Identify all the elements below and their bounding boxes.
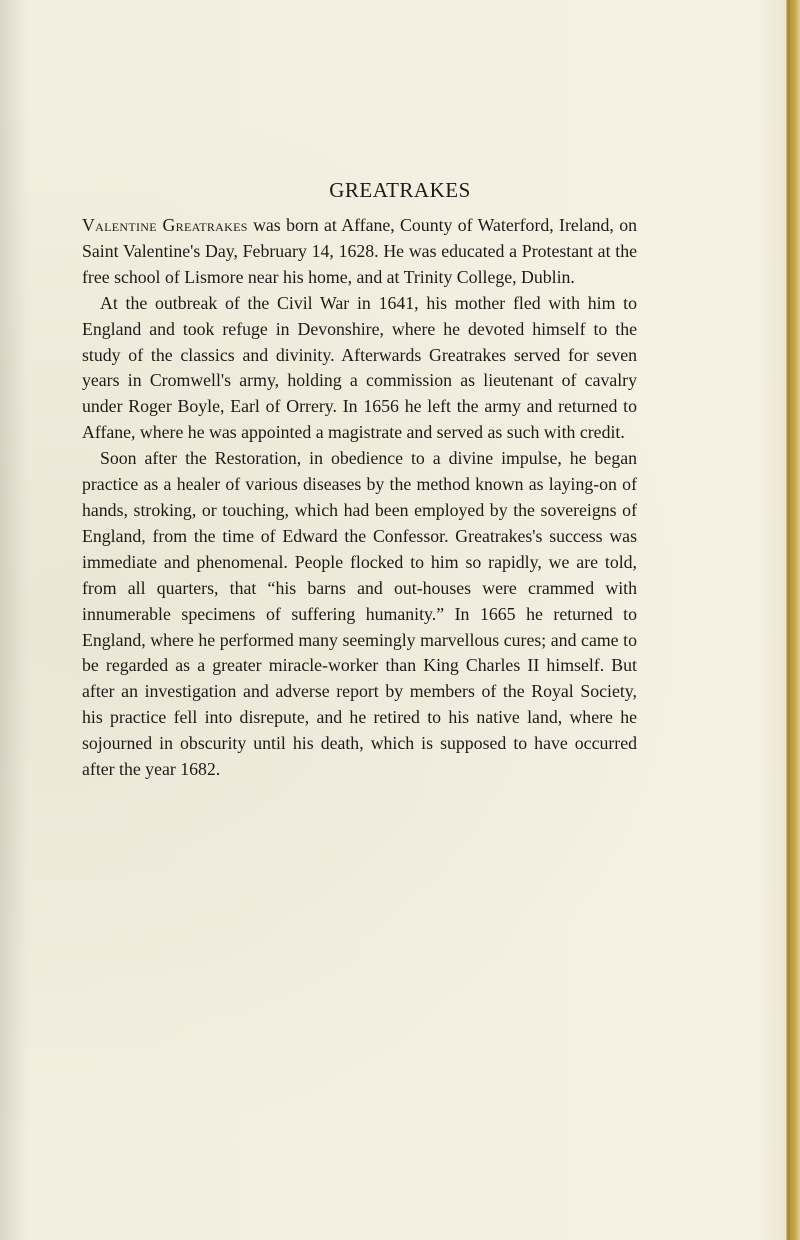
- paragraph-1: [82, 213, 637, 291]
- paragraph-1-text: was born at Affane, County of Waterford, Ireland, on Saint Valentine's Day, February 14, 1628. He was educated a Protestant at the free school of Lismore near his home, and at Trinity College, Dublin.: [82, 215, 637, 287]
- paragraph-3: Soon after the Restoration, in obedience to a divine impulse, he began practice as a healer of various diseases by the method known as laying-on of hands, stroking, or touching, which had been employed by the sovereigns of England, from the time of Edward the Confessor. Greatrakes's success was immediate and phenomenal. People flocked to him so rapidly, we are told, from all quarters, that “his barns and out-houses were crammed with innumerable specimens of suffering humanity.” In 1665 he returned to England, where he performed many seemingly marvellous cures; and came to be regarded as a greater miracle-worker than King Charles II himself. But after an investigation and adverse report by members of the Royal Society, his practice fell into disrepute, and he retired to his native land, where he sojourned in obscurity until his death, which is supposed to have occurred after the year 1682.: [82, 448, 637, 780]
- paragraph-2: At the outbreak of the Civil War in 1641, his mother fled with him to England and took refuge in Devonshire, where he devoted himself to the study of the classics and divinity. Afterwards Greatrakes served for seven years in Cromwell's army, holding a commission as lieutenant of cavalry under Roger Boyle, Earl of Orrery. In 1656 he left the army and returned to Affane, where he was appointed a magistrate and served as such with credit.: [82, 292, 637, 443]
- opening-name: Valentine Greatrakes: [82, 215, 248, 235]
- body-text: [82, 213, 637, 783]
- page-title: GREATRAKES: [329, 178, 471, 202]
